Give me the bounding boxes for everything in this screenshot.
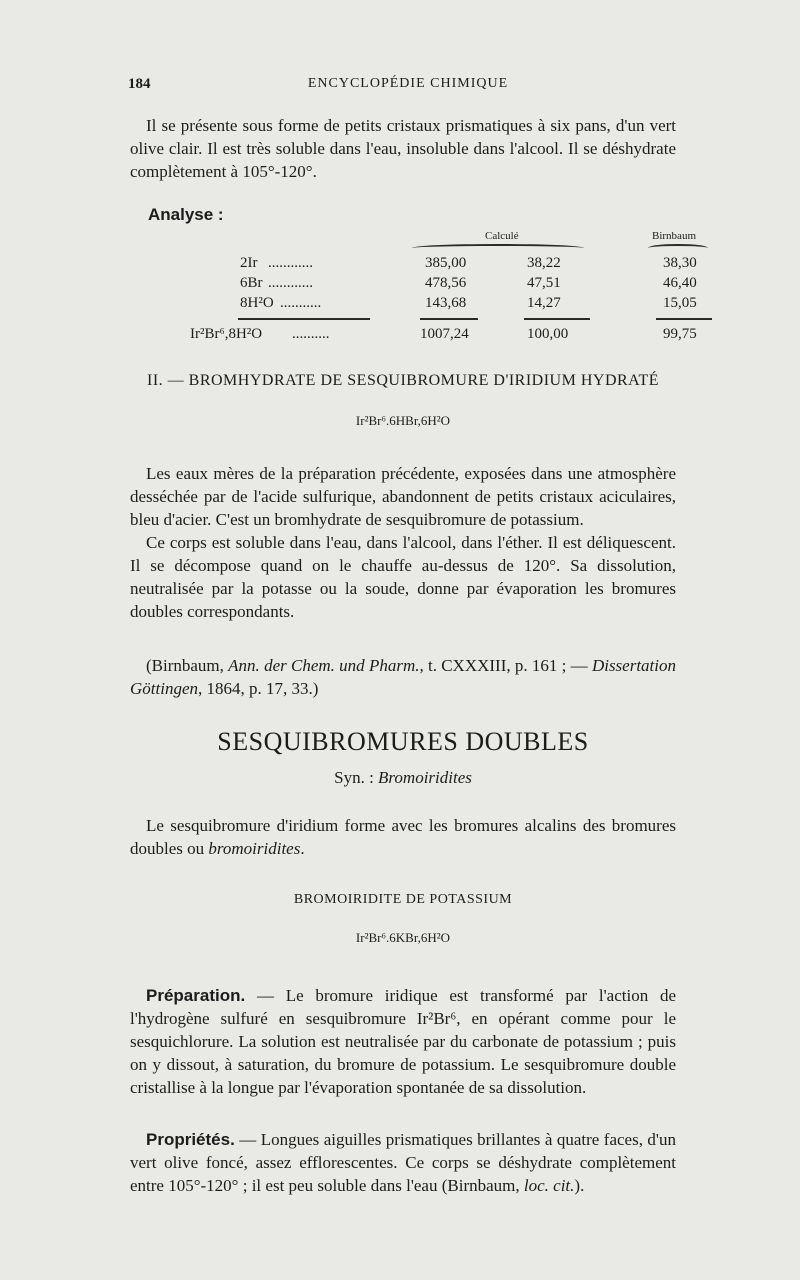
reference-author: (Birnbaum, [146,656,229,675]
paragraph-italic: bromoiridites [208,839,301,858]
section-title: II. — BROMHYDRATE DE SESQUIBROMURE D'IRIDIUM HYDRATÉ [147,372,659,389]
birnbaum-brace [648,244,708,252]
calcule-brace [412,244,584,252]
sum-rule [656,318,712,320]
properties-text: — Longues aiguilles prismatiques brillantes à quatre faces, d'un vert olive foncé, assez efflorescentes. Ce corps se déshydrate complètement entre 105°-120° ; il est peu soluble dans l'eau (Birnbaum, [130,1130,676,1195]
sum-rule [420,318,478,320]
dot-leader: ............ [268,255,313,271]
synonym-value: Bromoiridites [378,768,472,787]
row-label: 8H²O [240,295,274,311]
intro-paragraph: Il se présente sous forme de petits cristaux prismatiques à six pans, d'un vert olive clair. Il est très soluble dans l'eau, insoluble dans l'alcool. Il se déshydrate complètement à 105°-120°. [130,116,676,181]
preparation-paragraph [130,984,676,1099]
pct-value: 14,27 [527,295,561,311]
dot-leader: ............ [268,275,313,291]
reference-journal: Ann. der Chem. und Pharm. [228,656,420,675]
dot-leader: .......... [292,326,330,342]
preparation-label: Préparation. [146,986,246,1005]
found-value: 46,40 [663,275,697,291]
section2-paragraph-2: Ce corps est soluble dans l'eau, dans l'alcool, dans l'éther. Il est déliquescent. Il se décompose quand on le chauffe au-dessus de 120°. Sa dissolution, neutralisée par la potasse ou la soude, donne par évaporation les bromures doubles correspondants. [130,533,676,621]
section3-paragraph [130,814,676,860]
paragraph-text: Le sesquibromure d'iridium forme avec les bromures alcalins des bromures doubles ou [130,816,676,858]
col-birnbaum-header: Birnbaum [652,230,696,242]
section2-paragraph-1: Les eaux mères de la préparation précédente, exposées dans une atmosphère desséchée par de l'acide sulfurique, abandonnent de petits cristaux aciculaires, bleu d'acier. C'est un bromhydrate de sesquibromure de potassium. [130,464,676,529]
pct-value: 47,51 [527,275,561,291]
total-found: 99,75 [663,326,697,342]
dot-leader: ........... [280,295,322,311]
pct-value: 38,22 [527,255,561,271]
properties-paragraph [130,1128,676,1197]
bibliographic-reference [130,654,676,700]
col-calcule-header: Calculé [485,230,519,242]
running-head: ENCYCLOPÉDIE CHIMIQUE [307,76,509,91]
found-value: 38,30 [663,255,697,271]
total-label: Ir²Br⁶,8H²O [190,326,263,342]
synonym-line [130,768,676,788]
calc-value: 478,56 [425,275,467,291]
calc-value: 143,68 [425,295,467,311]
paragraph-text-end: . [300,839,305,858]
analysis-label: Analyse : [148,205,224,224]
page-number: 184 [128,76,151,92]
reference-year: , 1864, p. 17, 33.) [198,679,319,698]
row-label: 2Ir [240,255,258,271]
synonym-label: Syn. : [334,768,379,787]
properties-text-end: ). [574,1176,585,1195]
sum-rule [524,318,590,320]
reference-volume: , t. CXXXIII, p. 161 ; — [419,656,592,675]
page-header [128,76,688,98]
properties-label: Propriétés. [146,1130,235,1149]
reference-dissertation: Dissertation Göttingen [130,656,676,698]
properties-italic: loc. cit. [523,1176,575,1195]
found-value: 15,05 [663,295,697,311]
section-title-large: SESQUIBROMURES DOUBLES [217,727,589,756]
subsection-title: BROMOIRIDITE DE POTASSIUM [293,892,513,907]
subsection-formula: Ir²Br⁶.6KBr,6H²O [355,930,451,945]
total-calc: 1007,24 [420,326,469,342]
section-formula: Ir²Br⁶.6HBr,6H²O [355,413,451,428]
total-pct: 100,00 [527,326,569,342]
preparation-text: — Le bromure iridique est transformé par l'action de l'hydrogène sulfuré en sesquibromure Ir²Br⁶, en opérant comme pour le sesquichlorure. La solution est neutralisée par du carbonate de potassium ; puis on y dissout, à saturation, du bromure de potassium. Le sesquibromure double cristallise à la longue par l'évaporation spontanée de sa dissolution. [130,986,676,1097]
sum-rule [238,318,370,320]
calc-value: 385,00 [425,255,467,271]
row-label: 6Br [240,275,263,291]
